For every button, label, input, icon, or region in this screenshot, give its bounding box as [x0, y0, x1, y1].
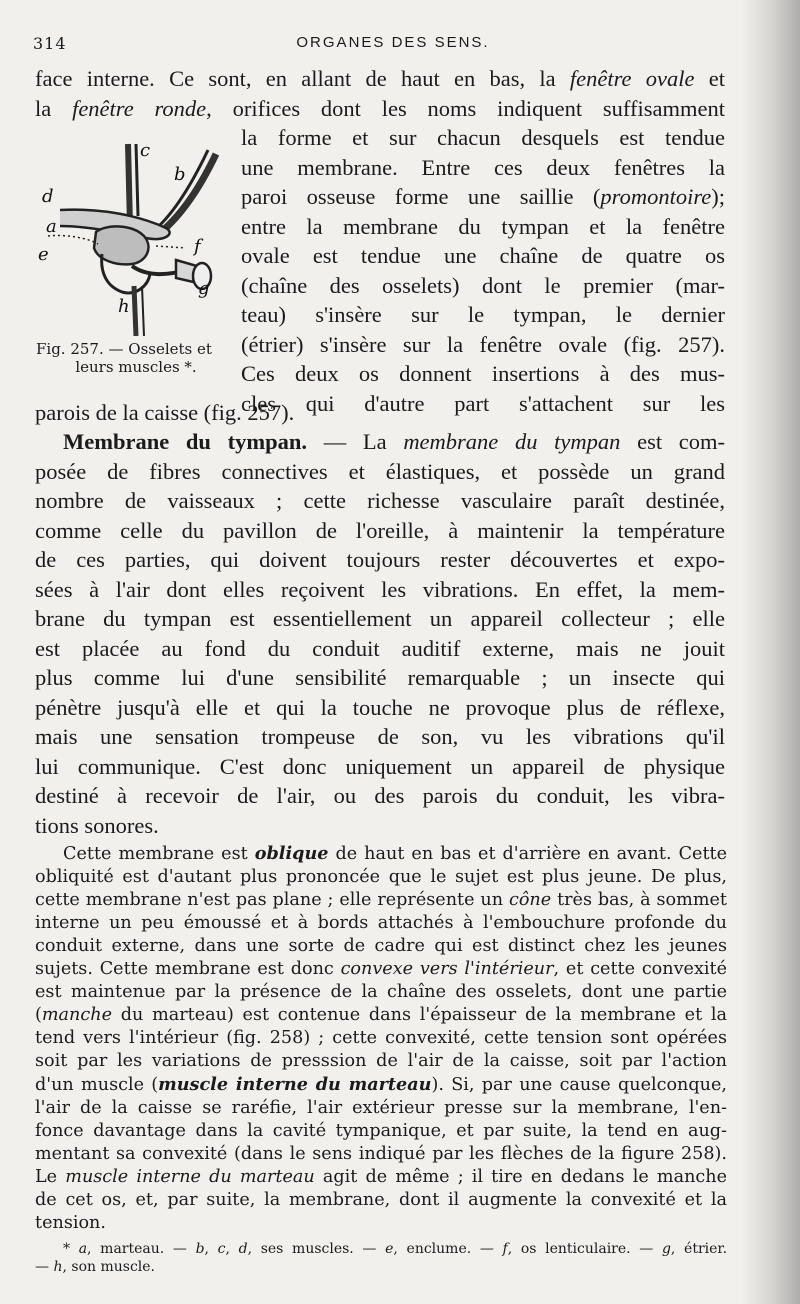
text-line: paroi osseuse forme une saillie (promontoire); — [241, 184, 725, 209]
figure-257-ossicles — [36, 136, 236, 336]
figure-label-h: h — [118, 296, 130, 317]
text-line: brane du tympan est essentiellement un appareil collecteur ; elle — [35, 606, 725, 631]
figure-label-f: f — [194, 236, 201, 257]
text-line: Le muscle interne du marteau agit de même ; il tire en dedans le manche — [35, 1167, 727, 1187]
text-line: nombre de vaisseaux ; cette richesse vasculaire paraît destinée, — [35, 488, 725, 513]
figure-caption-line-2: leurs muscles *. — [75, 358, 197, 376]
paragraph-intro-end — [35, 398, 725, 428]
text-line: tension. — [35, 1213, 106, 1233]
text-line: posée de fibres connectives et élastiques, et possède un grand — [35, 458, 725, 484]
text-line: obliquité est d'autant plus prononcée que le sujet est plus jeune. De plus, — [35, 867, 727, 887]
text-line: Ces deux os donnent insertions à des mus- — [241, 361, 725, 386]
text-line: sées à l'air dont elles reçoivent les vibrations. En effet, la mem- — [35, 576, 725, 602]
text-line: sujets. Cette membrane est donc convexe vers l'intérieur, et cette convexité — [35, 959, 727, 979]
text-line: une membrane. Entre ces deux fenêtres la — [241, 154, 725, 180]
text-line: conduit externe, dans une sorte de cadre qui est distinct chez les jeunes — [35, 936, 727, 956]
paragraph-membrane-du-tympan — [35, 427, 725, 840]
figure-label-g: g — [198, 278, 210, 299]
text-line: la fenêtre ronde, orifices dont les noms indiquent suffisamment — [35, 95, 725, 121]
text-line: teau) s'insère sur le tympan, le dernier — [241, 302, 725, 327]
footnote — [35, 1240, 727, 1276]
text-line: face interne. Ce sont, en allant de haut en bas, la fenêtre ovale et — [35, 66, 726, 91]
page-header — [33, 34, 753, 56]
text-line: la forme et sur chacun desquels est tendue — [241, 125, 725, 150]
text-line: parois de la caisse (fig. 257). — [35, 400, 295, 425]
figure-label-d: d — [42, 186, 54, 207]
text-line: ovale est tendue une chaîne de quatre os — [241, 243, 725, 268]
figure-label-c: c — [140, 140, 151, 161]
page-edge-shadow — [742, 0, 800, 1304]
text-line: Cette membrane est oblique de haut en bas et d'arrière en avant. Cette — [63, 843, 727, 864]
text-line: fonce davantage dans la cavité tympanique, et par suite, la tend en aug- — [35, 1121, 727, 1141]
text-line: est placée au fond du conduit auditif externe, mais ne jouit — [35, 635, 725, 661]
figure-caption — [36, 340, 236, 376]
small-print-paragraph — [35, 842, 727, 1235]
text-line: (étrier) s'insère sur la fenêtre ovale (fig. 257). — [241, 331, 725, 357]
text-line: mais une sensation trompeuse de son, vu les vibrations qu'il — [35, 724, 725, 749]
text-line: tend vers l'intérieur (fig. 258) ; cette convexité, cette tension sont opérées — [35, 1028, 727, 1048]
page-number: 314 — [33, 34, 67, 53]
text-line: interne un peu émoussé et à bords attachés à l'embouchure profonde du — [35, 913, 727, 933]
text-line: destiné à recevoir de l'air, ou des parois du conduit, les vibra- — [35, 783, 725, 808]
text-line: pénètre jusqu'à elle et qui la touche ne provoque plus de réflexe, — [35, 694, 725, 720]
text-line: cles qui d'autre part s'attachent sur les — [241, 390, 725, 416]
text-line: l'air de la caisse se raréfie, l'air extérieur presse sur la membrane, l'en- — [35, 1098, 727, 1118]
figure-caption-line-1: Fig. 257. — Osselets et — [36, 340, 212, 358]
text-line: comme celle du pavillon de l'oreille, à maintenir la température — [35, 517, 725, 543]
text-line: entre la membrane du tympan et la fenêtre — [241, 213, 725, 239]
text-line: de cet os, et, par suite, la membrane, dont il augmente la convexité et la — [35, 1190, 727, 1210]
text-line: lui communique. C'est donc uniquement un appareil de physique — [35, 753, 725, 779]
text-line: Membrane du tympan. — La membrane du tympan est com- — [63, 429, 726, 454]
figure-label-b: b — [174, 164, 186, 185]
text-line: (manche du marteau) est contenue dans l'épaisseur de la membrane et la — [35, 1005, 727, 1025]
figure-label-a: a — [46, 216, 57, 237]
text-line: mentant sa convexité (dans le sens indiqué par les flèches de la figure 258). — [35, 1144, 727, 1164]
text-line: plus comme lui d'une sensibilité remarquable ; un insecte qui — [35, 665, 725, 690]
running-title: ORGANES DES SENS. — [296, 34, 490, 51]
figure-label-e: e — [38, 244, 49, 265]
text-line: est maintenue par la présence de la chaîne des osselets, dont une partie — [35, 982, 727, 1002]
paragraph-intro-top — [35, 64, 725, 123]
text-line: cette membrane n'est pas plane ; elle représente un cône très bas, à sommet — [35, 890, 728, 910]
text-line: soit par les variations de presssion de l'air de la caisse, soit par l'action — [35, 1051, 727, 1071]
text-line: tions sonores. — [35, 812, 159, 838]
text-line: (chaîne des osselets) dont le premier (mar- — [241, 272, 725, 298]
footnote-line: * a, marteau. — b, c, d, ses muscles. — e, enclume. — f, os lenticulaire. — g, étrier. — [63, 1241, 728, 1257]
text-line: de ces parties, qui doivent toujours rester découvertes et expo- — [35, 547, 725, 572]
paragraph-intro-wrapped — [241, 123, 725, 418]
text-line: d'un muscle (muscle interne du marteau). Si, par une cause quelconque, — [35, 1074, 727, 1095]
footnote-line: — h, son muscle. — [35, 1259, 155, 1275]
